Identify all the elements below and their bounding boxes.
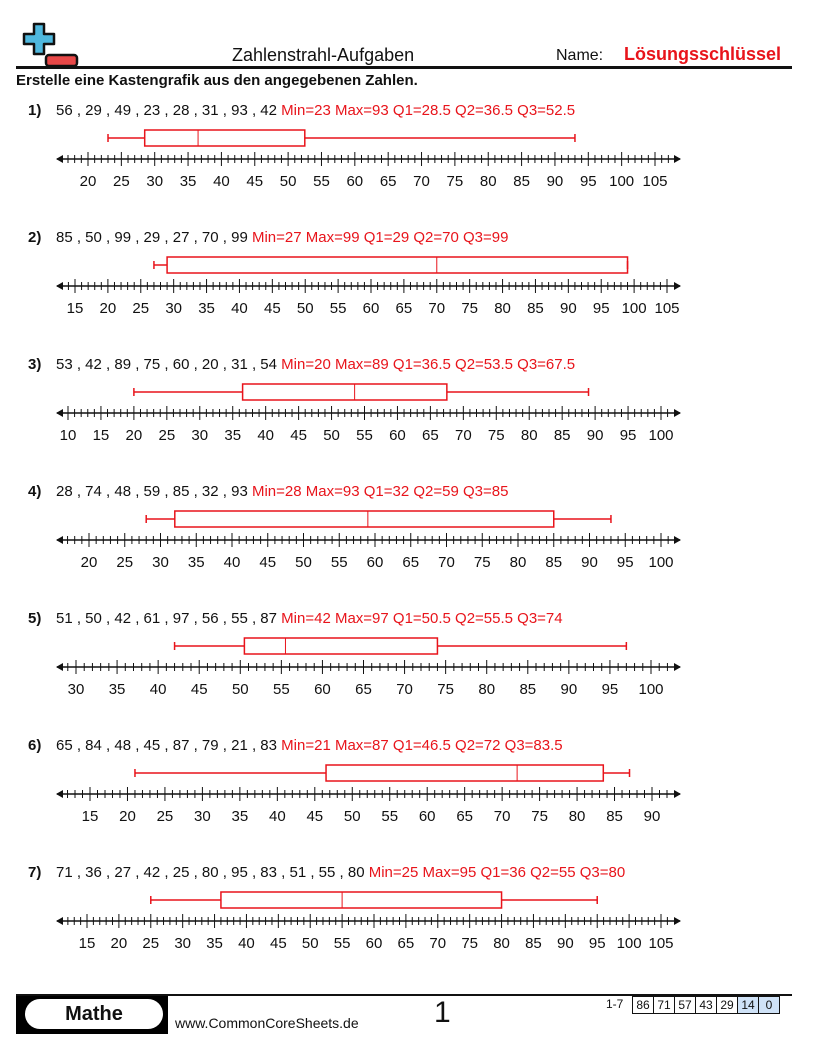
tick-label: 50 <box>296 300 314 317</box>
box-plot-number-line <box>0 737 816 837</box>
tick-label: 50 <box>343 808 361 825</box>
tick-label: 60 <box>346 173 364 190</box>
tick-label: 65 <box>355 681 372 698</box>
tick-label: 75 <box>461 935 479 952</box>
arrow-right-icon <box>674 790 681 798</box>
number-list: 56 , 29 , 49 , 23 , 28 , 31 , 93 , 42 <box>56 102 277 119</box>
tick-label: 35 <box>179 173 197 190</box>
tick-label: 40 <box>231 300 248 317</box>
tick-label: 50 <box>279 173 297 190</box>
quartile-box <box>244 638 437 654</box>
tick-label: 55 <box>329 300 347 317</box>
problem-1 <box>0 102 816 222</box>
arrow-right-icon <box>674 282 681 290</box>
quartile-box <box>221 892 502 908</box>
tick-label: 70 <box>413 173 430 190</box>
arrow-left-icon <box>56 790 63 798</box>
tick-label: 85 <box>513 173 530 190</box>
tick-label: 25 <box>158 427 176 444</box>
name-value: Lösungsschlüssel <box>624 44 782 64</box>
score-cell: 86 <box>636 998 650 1012</box>
tick-label: 30 <box>67 681 85 698</box>
tick-label: 55 <box>381 808 399 825</box>
tick-label: 100 <box>648 427 674 444</box>
page-number: 1 <box>434 996 451 1029</box>
worksheet-title: Zahlenstrahl-Aufgaben <box>232 45 415 65</box>
tick-label: 20 <box>119 808 136 825</box>
answer-summary: Min=21 Max=87 Q1=46.5 Q2=72 Q3=83.5 <box>281 737 563 754</box>
tick-label: 75 <box>437 681 454 698</box>
tick-label: 35 <box>108 681 126 698</box>
tick-label: 20 <box>125 427 143 444</box>
tick-label: 80 <box>520 427 538 444</box>
tick-label: 70 <box>428 300 446 317</box>
tick-label: 55 <box>333 935 351 952</box>
score-range: 1-7 <box>606 997 624 1011</box>
tick-label: 60 <box>389 427 406 444</box>
tick-label: 70 <box>396 681 413 698</box>
tick-label: 35 <box>224 427 242 444</box>
tick-label: 15 <box>78 935 96 952</box>
tick-label: 70 <box>454 427 472 444</box>
arrow-left-icon <box>56 282 63 290</box>
tick-label: 75 <box>473 554 491 571</box>
tick-label: 40 <box>238 935 255 952</box>
tick-label: 95 <box>592 300 610 317</box>
score-cell: 0 <box>758 997 779 1013</box>
tick-label: 50 <box>295 554 312 571</box>
arrow-right-icon <box>674 155 681 163</box>
tick-label: 105 <box>654 300 680 317</box>
problem-number: 4) <box>28 483 42 500</box>
tick-label: 45 <box>290 427 307 444</box>
tick-label: 40 <box>223 554 241 571</box>
tick-label: 75 <box>531 808 548 825</box>
problem-3 <box>0 356 816 476</box>
arrow-right-icon <box>674 536 681 544</box>
site-url: www.CommonCoreSheets.de <box>175 1015 359 1031</box>
arrow-right-icon <box>674 917 681 925</box>
tick-label: 75 <box>446 173 464 190</box>
name-label: Name: <box>556 47 604 64</box>
arrow-left-icon <box>56 663 63 671</box>
quartile-box <box>167 257 627 273</box>
tick-label: 65 <box>397 935 415 952</box>
tick-label: 80 <box>479 173 497 190</box>
tick-label: 100 <box>648 554 674 571</box>
score-table <box>632 996 780 1014</box>
number-list: 53 , 42 , 89 , 75 , 60 , 20 , 31 , 54 <box>56 356 277 373</box>
problem-number: 2) <box>28 229 42 246</box>
tick-label: 40 <box>257 427 275 444</box>
arrow-left-icon <box>56 917 63 925</box>
number-list: 28 , 74 , 48 , 59 , 85 , 32 , 93 <box>56 483 248 500</box>
tick-label: 100 <box>616 935 642 952</box>
tick-label: 60 <box>314 681 331 698</box>
tick-label: 85 <box>606 808 623 825</box>
problem-7 <box>0 864 816 984</box>
box-plot-number-line <box>0 229 816 329</box>
score-cell: 71 <box>653 997 674 1013</box>
tick-label: 35 <box>231 808 249 825</box>
tick-label: 30 <box>146 173 164 190</box>
tick-label: 25 <box>142 935 160 952</box>
tick-label: 85 <box>527 300 544 317</box>
score-cell: 43 <box>695 997 716 1013</box>
tick-label: 30 <box>152 554 169 571</box>
tick-label: 90 <box>581 554 598 571</box>
tick-label: 80 <box>509 554 527 571</box>
problem-4 <box>0 483 816 603</box>
tick-label: 45 <box>263 300 281 317</box>
tick-label: 25 <box>113 173 130 190</box>
number-list: 51 , 50 , 42 , 61 , 97 , 56 , 55 , 87 <box>56 610 277 627</box>
arrow-right-icon <box>674 409 681 417</box>
tick-label: 90 <box>560 681 578 698</box>
answer-summary: Min=25 Max=95 Q1=36 Q2=55 Q3=80 <box>368 864 626 881</box>
quartile-box <box>326 765 603 781</box>
answer-summary: Min=23 Max=93 Q1=28.5 Q2=36.5 Q3=52.5 <box>281 102 576 119</box>
tick-label: 80 <box>478 681 496 698</box>
number-list: 65 , 84 , 48 , 45 , 87 , 79 , 21 , 83 <box>56 737 277 754</box>
tick-label: 85 <box>519 681 537 698</box>
quartile-box <box>145 130 305 146</box>
tick-label: 70 <box>438 554 455 571</box>
number-list: 85 , 50 , 99 , 29 , 27 , 70 , 99 <box>56 229 248 246</box>
tick-label: 80 <box>494 300 511 317</box>
problem-2 <box>0 229 816 349</box>
score-cell: 57 <box>674 997 695 1013</box>
box-plot-number-line <box>0 610 816 710</box>
tick-label: 65 <box>422 427 439 444</box>
tick-label: 95 <box>616 554 634 571</box>
tick-label: 100 <box>621 300 647 317</box>
number-list: 71 , 36 , 27 , 42 , 25 , 80 , 95 , 83 , 51 , 55 , 80 <box>56 864 365 881</box>
arrow-left-icon <box>56 536 63 544</box>
problem-number: 5) <box>28 610 42 627</box>
tick-label: 55 <box>273 681 290 698</box>
quartile-box <box>243 384 447 400</box>
answer-summary: Min=20 Max=89 Q1=36.5 Q2=53.5 Q3=67.5 <box>281 356 576 373</box>
tick-label: 70 <box>429 935 447 952</box>
tick-label: 35 <box>198 300 215 317</box>
problem-5 <box>0 610 816 730</box>
score-cell: 29 <box>716 997 737 1013</box>
quartile-box <box>175 511 554 527</box>
box-plot-number-line <box>0 864 816 964</box>
tick-label: 45 <box>190 681 208 698</box>
tick-label: 40 <box>149 681 167 698</box>
tick-label: 85 <box>545 554 563 571</box>
tick-label: 85 <box>525 935 542 952</box>
tick-label: 15 <box>81 808 99 825</box>
tick-label: 95 <box>619 427 637 444</box>
tick-label: 25 <box>132 300 150 317</box>
tick-label: 70 <box>493 808 511 825</box>
tick-label: 80 <box>568 808 586 825</box>
tick-label: 25 <box>156 808 174 825</box>
tick-label: 30 <box>191 427 209 444</box>
tick-label: 20 <box>99 300 117 317</box>
tick-label: 90 <box>559 300 577 317</box>
arrow-right-icon <box>674 663 681 671</box>
tick-label: 60 <box>365 935 383 952</box>
answer-summary: Min=27 Max=99 Q1=29 Q2=70 Q3=99 <box>251 229 509 246</box>
instructions: Erstelle eine Kastengrafik aus den angegebenen Zahlen. <box>16 72 418 89</box>
tick-label: 40 <box>268 808 286 825</box>
tick-label: 55 <box>313 173 330 190</box>
tick-label: 15 <box>92 427 110 444</box>
tick-label: 15 <box>66 300 84 317</box>
tick-label: 90 <box>556 935 574 952</box>
tick-label: 60 <box>418 808 436 825</box>
tick-label: 50 <box>301 935 319 952</box>
tick-label: 30 <box>165 300 183 317</box>
tick-label: 45 <box>259 554 277 571</box>
tick-label: 100 <box>638 681 664 698</box>
answer-summary: Min=28 Max=93 Q1=32 Q2=59 Q3=85 <box>251 483 509 500</box>
tick-label: 40 <box>213 173 230 190</box>
tick-label: 65 <box>456 808 474 825</box>
tick-label: 65 <box>402 554 420 571</box>
tick-label: 30 <box>194 808 211 825</box>
tick-label: 95 <box>601 681 619 698</box>
problem-number: 7) <box>28 864 42 881</box>
tick-label: 50 <box>323 427 340 444</box>
tick-label: 65 <box>379 173 397 190</box>
tick-label: 35 <box>206 935 223 952</box>
problem-number: 6) <box>28 737 42 754</box>
tick-label: 105 <box>648 935 674 952</box>
tick-label: 35 <box>187 554 205 571</box>
box-plot-number-line <box>0 102 816 202</box>
tick-label: 55 <box>330 554 348 571</box>
tick-label: 80 <box>493 935 510 952</box>
tick-label: 30 <box>174 935 192 952</box>
tick-label: 55 <box>356 427 373 444</box>
tick-label: 25 <box>116 554 134 571</box>
tick-label: 75 <box>461 300 479 317</box>
tick-label: 45 <box>306 808 324 825</box>
tick-label: 50 <box>231 681 249 698</box>
box-plot-number-line <box>0 483 816 583</box>
tick-label: 10 <box>59 427 77 444</box>
problem-number: 1) <box>28 102 42 119</box>
score-cell: 14 <box>737 997 758 1013</box>
tick-label: 45 <box>246 173 264 190</box>
tick-label: 105 <box>642 173 668 190</box>
box-plot-number-line <box>0 356 816 456</box>
logo-plus-minus-icon <box>22 22 80 68</box>
tick-label: 20 <box>80 554 98 571</box>
tick-label: 60 <box>366 554 384 571</box>
tick-label: 90 <box>643 808 661 825</box>
header-divider <box>16 66 792 69</box>
tick-label: 90 <box>546 173 564 190</box>
tick-label: 85 <box>553 427 571 444</box>
tick-label: 20 <box>110 935 128 952</box>
tick-label: 65 <box>395 300 413 317</box>
tick-label: 45 <box>269 935 287 952</box>
tick-label: 95 <box>579 173 597 190</box>
arrow-left-icon <box>56 155 63 163</box>
tick-label: 95 <box>588 935 606 952</box>
problem-6 <box>0 737 816 857</box>
tick-label: 20 <box>79 173 97 190</box>
answer-summary: Min=42 Max=97 Q1=50.5 Q2=55.5 Q3=74 <box>281 610 563 627</box>
tick-label: 60 <box>362 300 380 317</box>
tick-label: 75 <box>487 427 505 444</box>
tick-label: 90 <box>586 427 604 444</box>
arrow-left-icon <box>56 409 63 417</box>
problem-number: 3) <box>28 356 42 373</box>
subject-badge: Mathe <box>25 999 163 1029</box>
tick-label: 100 <box>609 173 635 190</box>
